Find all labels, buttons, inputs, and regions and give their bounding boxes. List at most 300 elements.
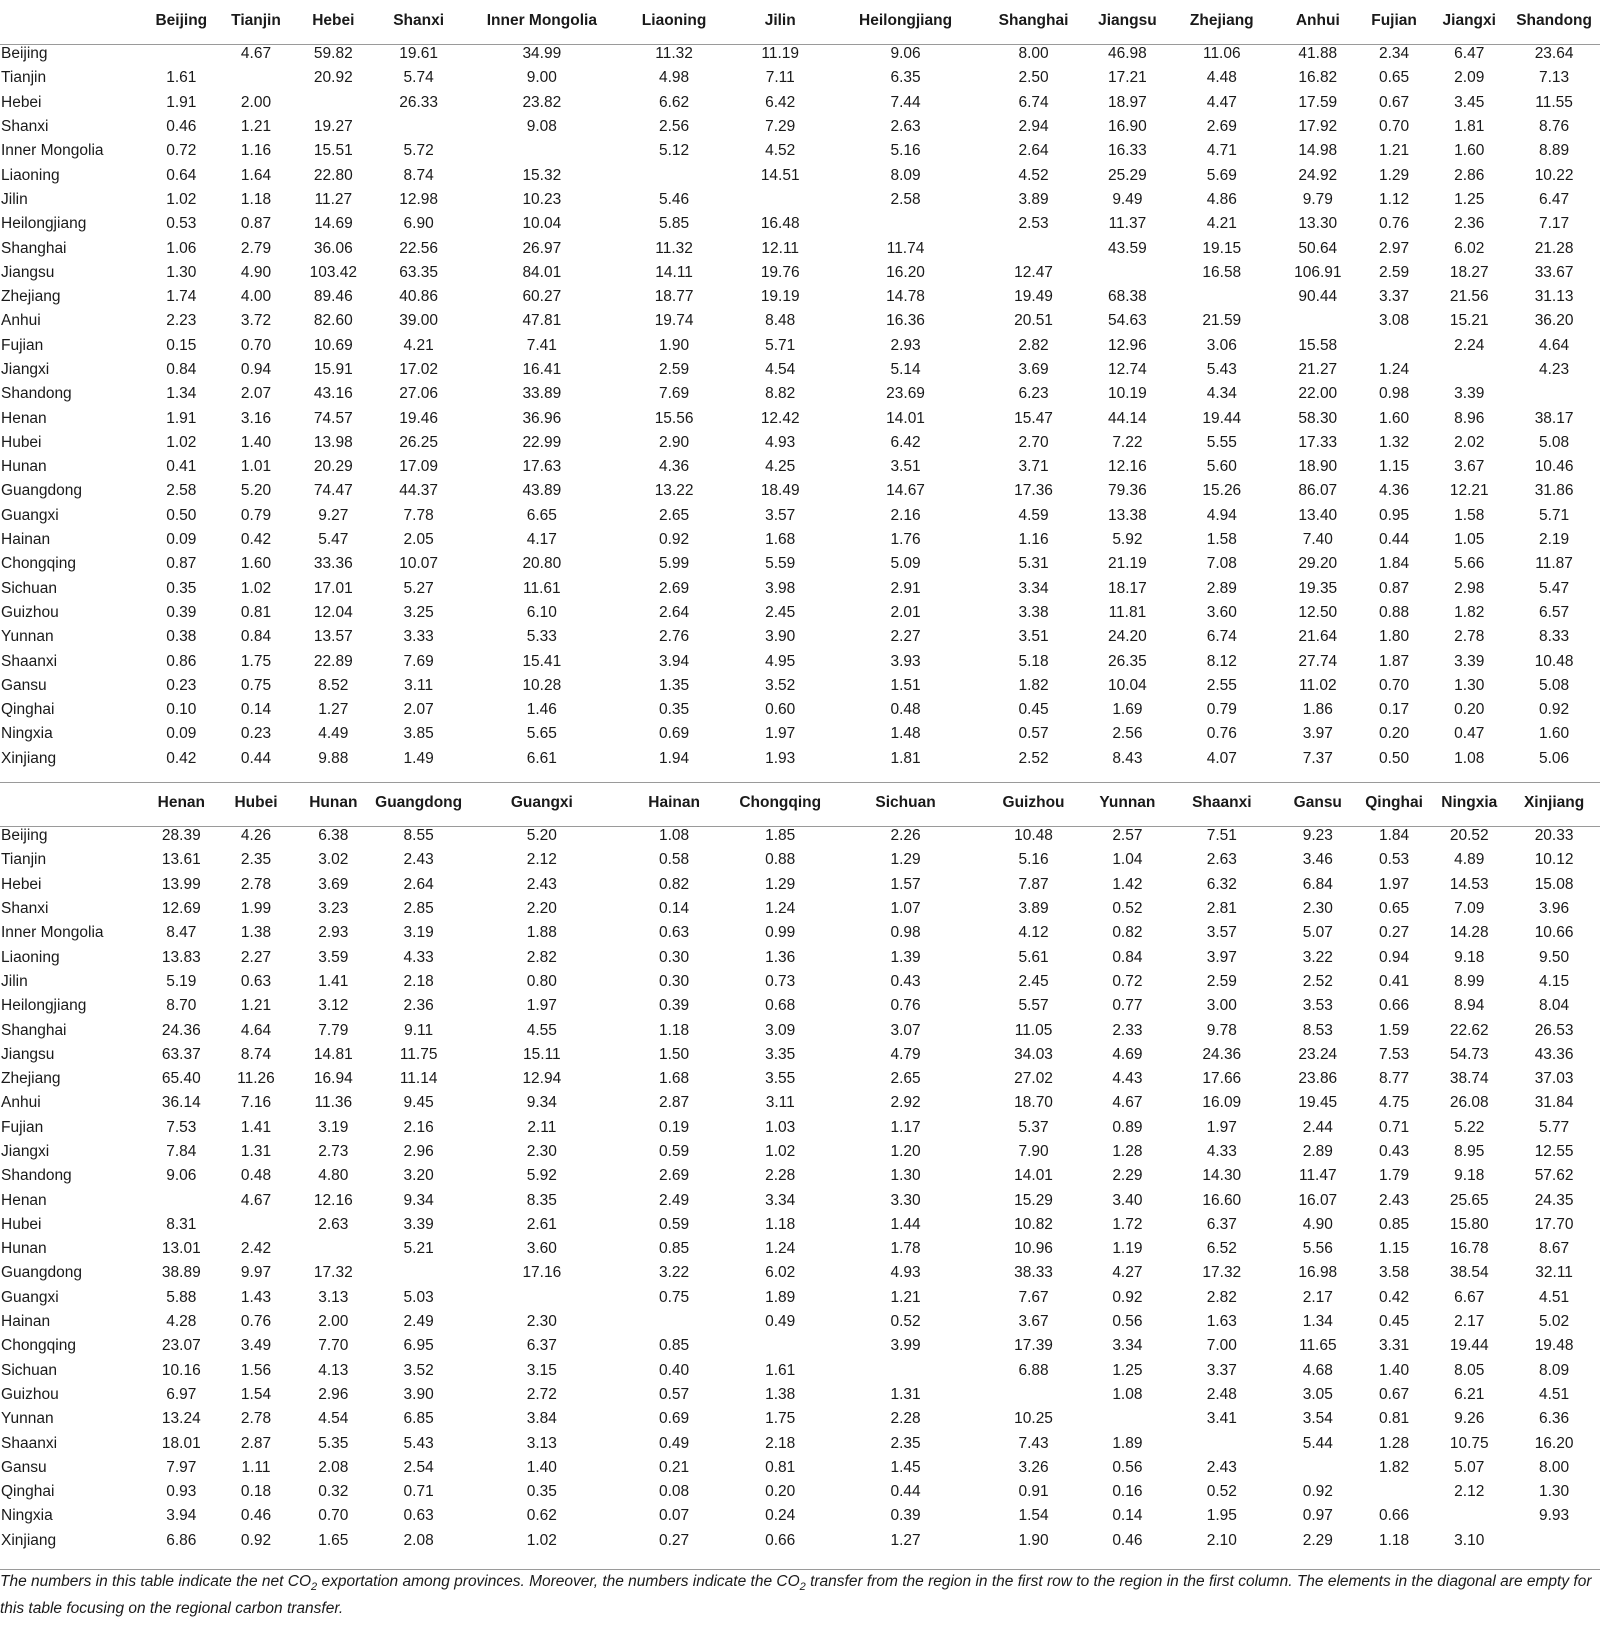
value-cell: 0.42 [240,531,272,549]
value-cell: 24.36 [161,1021,201,1039]
header-rule-2 [0,826,1600,827]
value-cell: 43.36 [1534,1045,1574,1063]
value-cell: 2.17 [1302,1288,1333,1306]
value-cell: 1.42 [1112,875,1143,893]
value-cell: 4.36 [659,458,690,476]
value-cell: 0.47 [1454,725,1485,743]
value-cell: 3.26 [1018,1458,1049,1476]
column-header: Liaoning [641,12,707,29]
value-cell: 9.18 [1454,1167,1485,1185]
column-header: Tianjin [231,12,281,29]
value-cell: 2.69 [659,579,690,597]
value-cell: 7.51 [1206,827,1237,845]
value-cell: 0.70 [1378,676,1410,694]
value-cell: 0.94 [240,361,272,378]
value-cell: 2.87 [240,1434,272,1452]
value-cell: 0.76 [1378,215,1410,233]
value-cell: 2.78 [240,875,272,893]
value-cell: 0.14 [1112,1507,1143,1525]
value-cell: 1.87 [1378,652,1410,670]
value-cell: 1.20 [890,1143,921,1160]
table-row [0,848,1600,872]
value-cell: 1.81 [890,749,921,767]
value-cell: 6.10 [526,603,557,621]
table-row [0,42,1600,66]
value-cell: 2.36 [1454,215,1485,233]
value-cell: 15.56 [654,409,694,427]
value-cell: 26.35 [1108,652,1147,670]
value-cell: 1.02 [765,1143,796,1160]
value-cell: 1.28 [1112,1143,1143,1160]
value-cell: 3.10 [1454,1531,1485,1549]
value-cell [621,163,728,187]
value-cell: 1.86 [1302,701,1333,719]
value-cell: 1.27 [318,701,349,719]
value-cell: 5.59 [765,555,796,573]
value-cell: 1.54 [240,1385,272,1403]
value-cell: 3.98 [765,579,796,597]
value-cell: 17.21 [1108,69,1147,87]
value-cell: 14.51 [760,166,800,184]
value-cell: 3.71 [1018,458,1049,476]
value-cell [143,1188,220,1212]
value-cell: 15.58 [1298,336,1338,354]
row-label: Anhui [1,312,41,330]
value-cell: 0.70 [1378,118,1410,136]
value-cell: 1.05 [1454,531,1485,549]
value-cell: 2.65 [659,506,690,524]
value-cell: 0.44 [890,1483,921,1501]
value-cell: 6.67 [1454,1288,1485,1306]
value-cell: 16.60 [1202,1191,1242,1209]
value-cell: 3.97 [1302,725,1333,743]
table-row [0,824,1600,848]
value-cell: 2.78 [1454,628,1485,646]
value-cell: 5.43 [1206,361,1237,378]
column-header: Ningxia [1441,794,1498,811]
value-cell: 5.21 [403,1240,434,1258]
value-cell: 22.62 [1449,1021,1489,1039]
value-cell: 1.34 [1302,1313,1333,1331]
value-cell: 6.86 [166,1531,197,1549]
value-cell: 2.63 [318,1215,349,1233]
value-cell: 9.93 [1539,1507,1570,1525]
value-cell: 14.28 [1449,924,1489,942]
value-cell: 5.92 [526,1167,557,1185]
value-cell [292,91,374,115]
value-cell: 2.91 [890,579,921,597]
value-cell: 5.55 [1206,433,1237,451]
value-cell: 3.57 [1206,924,1237,942]
value-cell: 6.38 [318,827,349,845]
value-cell: 22.80 [313,166,353,184]
value-cell: 18.90 [1298,458,1338,476]
value-cell: 0.85 [659,1337,690,1355]
value-cell: 9.08 [526,118,557,136]
value-cell: 0.93 [166,1483,197,1501]
value-cell: 19.19 [760,288,800,306]
value-cell: 15.29 [1014,1191,1053,1209]
value-cell: 2.28 [890,1410,921,1428]
value-cell: 3.37 [1206,1361,1237,1379]
value-cell: 18.27 [1449,263,1489,281]
value-cell: 7.70 [318,1337,349,1355]
value-cell: 4.33 [1206,1143,1237,1160]
value-cell: 1.84 [1378,827,1410,845]
value-cell: 7.90 [1018,1143,1049,1160]
value-cell: 90.44 [1298,288,1338,306]
value-cell: 1.82 [1018,676,1049,694]
value-cell: 0.95 [1378,506,1410,524]
value-cell: 0.18 [240,1483,272,1501]
value-cell: 15.11 [523,1045,561,1063]
value-cell: 43.59 [1108,239,1147,257]
row-label: Hainan [1,531,51,549]
value-cell: 0.75 [659,1288,690,1306]
value-cell: 1.76 [890,531,921,549]
value-cell: 6.35 [890,69,921,87]
value-cell: 12.16 [313,1191,353,1209]
value-cell: 4.34 [1206,385,1237,403]
column-header: Zhejiang [1189,12,1254,29]
value-cell: 11.06 [1202,45,1241,63]
value-cell: 2.23 [166,312,197,330]
value-cell: 26.33 [399,93,439,111]
value-cell: 17.39 [1014,1337,1053,1355]
table-row [0,1334,1600,1358]
value-cell: 4.15 [1539,972,1570,990]
value-cell: 19.48 [1534,1337,1574,1355]
value-cell: 0.72 [166,142,197,160]
value-cell: 1.89 [1112,1434,1143,1452]
value-cell: 3.19 [318,1118,349,1136]
table-row [0,1456,1600,1480]
value-cell: 3.13 [318,1288,349,1306]
value-cell: 0.62 [526,1507,557,1525]
value-cell: 13.57 [313,628,353,646]
value-cell: 2.43 [403,851,434,869]
value-cell: 16.98 [1298,1264,1338,1282]
table-row [0,91,1600,115]
value-cell: 0.38 [166,628,197,646]
value-cell: 2.30 [526,1143,557,1160]
value-cell: 4.64 [1539,336,1570,354]
value-cell: 5.16 [890,142,921,160]
value-cell: 4.98 [659,69,690,87]
row-label: Jilin [1,190,28,208]
value-cell: 0.42 [1378,1288,1410,1306]
value-cell: 5.44 [1302,1434,1333,1452]
value-cell: 43.16 [313,385,353,403]
column-header: Hainan [648,794,700,811]
value-cell: 2.28 [765,1167,796,1185]
value-cell: 4.25 [765,458,796,476]
table-row [0,698,1600,722]
value-cell: 17.32 [1202,1264,1242,1282]
value-cell: 3.11 [765,1094,795,1112]
value-cell: 6.42 [890,433,921,451]
value-cell: 11.26 [237,1070,275,1088]
value-cell: 0.91 [1018,1483,1049,1501]
value-cell: 2.33 [1112,1021,1143,1039]
value-cell: 8.82 [765,385,796,403]
value-cell: 0.98 [1378,385,1410,403]
value-cell: 3.52 [403,1361,434,1379]
value-cell: 6.95 [403,1337,434,1355]
column-header: Anhui [1295,12,1340,29]
value-cell: 2.73 [318,1143,349,1160]
table-row [0,1091,1600,1115]
value-cell: 11.02 [1298,676,1337,694]
table-row [0,188,1600,212]
value-cell: 11.65 [1298,1337,1337,1355]
value-cell: 3.89 [1018,190,1049,208]
table-row [0,309,1600,333]
value-cell: 26.25 [399,433,439,451]
value-cell: 1.81 [1454,118,1485,136]
value-cell: 7.44 [890,93,921,111]
value-cell: 1.56 [240,1361,272,1379]
value-cell: 1.21 [240,118,272,136]
column-header: Shaanxi [1192,794,1252,811]
value-cell [833,1359,978,1383]
value-cell: 1.06 [166,239,197,257]
row-label: Jiangxi [1,1143,50,1160]
value-cell: 86.07 [1298,482,1338,500]
value-cell: 0.46 [240,1507,272,1525]
value-cell [1508,1529,1600,1553]
value-cell: 0.41 [166,458,197,476]
value-cell: 13.61 [161,851,201,869]
value-cell: 2.08 [403,1531,434,1549]
value-cell: 1.11 [241,1458,271,1476]
value-cell: 4.52 [1018,166,1049,184]
value-cell: 2.72 [526,1385,557,1403]
value-cell: 2.85 [403,900,434,918]
value-cell: 0.92 [1539,701,1570,719]
value-cell: 6.88 [1018,1361,1049,1379]
value-cell: 4.28 [166,1313,197,1331]
value-cell: 3.07 [890,1021,921,1039]
value-cell: 1.03 [765,1118,796,1136]
value-cell: 10.04 [1108,676,1147,694]
value-cell: 4.94 [1206,506,1237,524]
value-cell: 5.20 [240,482,272,500]
value-cell: 5.16 [1018,851,1049,869]
value-cell: 13.98 [313,433,353,451]
value-cell: 3.20 [403,1167,434,1185]
row-label: Qinghai [1,701,55,719]
value-cell: 4.86 [1206,190,1237,208]
row-label: Shanxi [1,900,49,918]
value-cell: 5.08 [1539,433,1570,451]
table-row [0,674,1600,698]
value-cell: 2.00 [240,93,272,111]
value-cell: 10.28 [522,676,562,694]
value-cell: 6.42 [765,93,796,111]
value-cell: 6.37 [1206,1215,1237,1233]
value-cell [463,1286,621,1310]
value-cell: 0.87 [240,215,272,233]
value-cell [374,1261,463,1285]
value-cell: 0.53 [1378,851,1410,869]
row-label: Jiangxi [1,361,50,378]
value-cell: 2.42 [240,1240,272,1258]
row-label: Shaanxi [1,1434,58,1452]
value-cell: 2.78 [240,1410,272,1428]
table-row [0,625,1600,649]
value-cell: 38.17 [1534,409,1574,427]
table-row [0,897,1600,921]
value-cell: 1.15 [1378,1240,1410,1258]
value-cell: 11.32 [655,45,693,63]
value-cell: 4.21 [403,336,434,354]
value-cell: 8.74 [240,1045,272,1063]
value-cell: 0.65 [1378,69,1410,87]
value-cell: 17.66 [1202,1070,1242,1088]
value-cell: 3.90 [403,1385,434,1403]
value-cell: 1.60 [1539,725,1570,743]
value-cell: 0.66 [765,1531,796,1549]
value-cell: 11.47 [1298,1167,1337,1185]
value-cell: 8.47 [166,924,197,942]
value-cell: 1.41 [240,1118,272,1136]
value-cell: 1.31 [240,1143,272,1160]
value-cell: 7.79 [318,1021,349,1039]
row-label: Gansu [1,1458,47,1476]
value-cell: 0.64 [166,166,197,184]
value-cell: 3.69 [318,875,349,893]
value-cell: 5.88 [166,1288,197,1306]
value-cell: 2.11 [527,1118,557,1136]
value-cell: 6.74 [1018,93,1049,111]
value-cell: 1.19 [1112,1240,1143,1258]
value-cell: 0.27 [1378,924,1410,942]
value-cell: 5.92 [1112,531,1143,549]
value-cell: 3.22 [1302,948,1333,966]
row-label: Sichuan [1,1361,58,1379]
table-row [0,1504,1600,1528]
note-subscript-2: 2 [799,1581,806,1594]
table-row [0,1261,1600,1285]
value-cell: 12.96 [1108,336,1147,354]
value-cell: 2.81 [1206,900,1237,918]
note-text-1: The numbers in this table indicate the net CO [0,1573,312,1590]
row-label: Guangxi [1,1288,59,1306]
value-cell: 1.75 [765,1410,796,1428]
table-row [0,382,1600,406]
value-cell: 0.92 [659,531,690,549]
value-cell: 1.54 [1018,1507,1049,1525]
table-row [0,139,1600,163]
value-cell: 10.19 [1108,385,1147,403]
value-cell: 2.82 [1018,336,1049,354]
column-header: Jilin [764,12,796,29]
value-cell: 7.97 [166,1458,197,1476]
row-label: Beijing [1,45,48,63]
value-cell: 11.36 [314,1094,353,1112]
value-cell: 3.08 [1378,312,1410,330]
value-cell: 4.67 [240,45,272,63]
value-cell: 0.46 [166,118,197,136]
value-cell [463,139,621,163]
value-cell: 7.08 [1206,555,1237,573]
value-cell: 0.19 [659,1118,690,1136]
value-cell: 1.99 [240,900,272,918]
value-cell: 5.74 [403,69,434,87]
value-cell: 0.85 [1378,1215,1410,1233]
value-cell: 1.59 [1378,1021,1410,1039]
value-cell: 11.87 [1535,555,1573,573]
row-label: Fujian [1,1118,44,1136]
value-cell: 10.07 [399,555,439,573]
value-cell: 1.68 [659,1070,690,1088]
value-cell: 11.81 [1108,603,1147,621]
value-cell: 19.45 [1298,1094,1338,1112]
value-cell: 7.84 [166,1143,197,1160]
value-cell: 7.29 [765,118,796,136]
value-cell: 2.61 [526,1215,557,1233]
value-cell: 19.76 [760,263,800,281]
value-cell: 106.91 [1294,263,1342,281]
row-label: Inner Mongolia [1,924,104,942]
value-cell: 0.56 [1112,1313,1143,1331]
value-cell: 1.72 [1112,1215,1143,1233]
value-cell: 0.97 [1302,1507,1333,1525]
value-cell: 12.47 [1014,263,1053,281]
value-cell: 2.59 [1206,972,1237,990]
value-cell [1166,285,1278,309]
value-cell: 0.48 [240,1167,272,1185]
value-cell: 31.84 [1534,1094,1574,1112]
value-cell: 0.63 [659,924,690,942]
row-label: Hunan [1,1240,47,1258]
row-label: Anhui [1,1094,41,1112]
value-cell: 6.36 [1539,1410,1570,1428]
value-cell: 1.49 [403,749,434,767]
value-cell: 5.77 [1539,1118,1570,1136]
value-cell: 3.90 [765,628,796,646]
table-row [0,747,1600,771]
value-cell: 1.16 [240,142,272,160]
value-cell: 3.16 [240,409,272,427]
value-cell: 33.67 [1534,263,1574,281]
value-cell: 10.96 [1014,1240,1053,1258]
value-cell: 20.92 [313,69,353,87]
value-cell: 14.69 [313,215,353,233]
value-cell: 24.35 [1534,1191,1574,1209]
value-cell: 5.69 [1206,166,1237,184]
value-cell: 1.21 [890,1288,921,1306]
value-cell: 54.63 [1108,312,1147,330]
value-cell: 12.98 [399,190,439,208]
row-label: Guangdong [1,482,83,500]
value-cell: 39.00 [399,312,439,330]
value-cell: 27.74 [1298,652,1338,670]
value-cell: 1.32 [1378,433,1410,451]
value-cell: 4.71 [1206,142,1237,160]
column-header: Yunnan [1099,794,1156,811]
value-cell: 17.70 [1534,1215,1574,1233]
value-cell [143,42,220,66]
column-header: Shanxi [393,12,445,29]
value-cell: 10.82 [1014,1215,1053,1233]
value-cell: 3.96 [1539,900,1570,918]
column-header: Jiangxi [1442,12,1496,29]
value-cell: 0.92 [1112,1288,1143,1306]
column-header: Inner Mongolia [486,12,597,29]
column-header: Xinjiang [1523,794,1585,811]
